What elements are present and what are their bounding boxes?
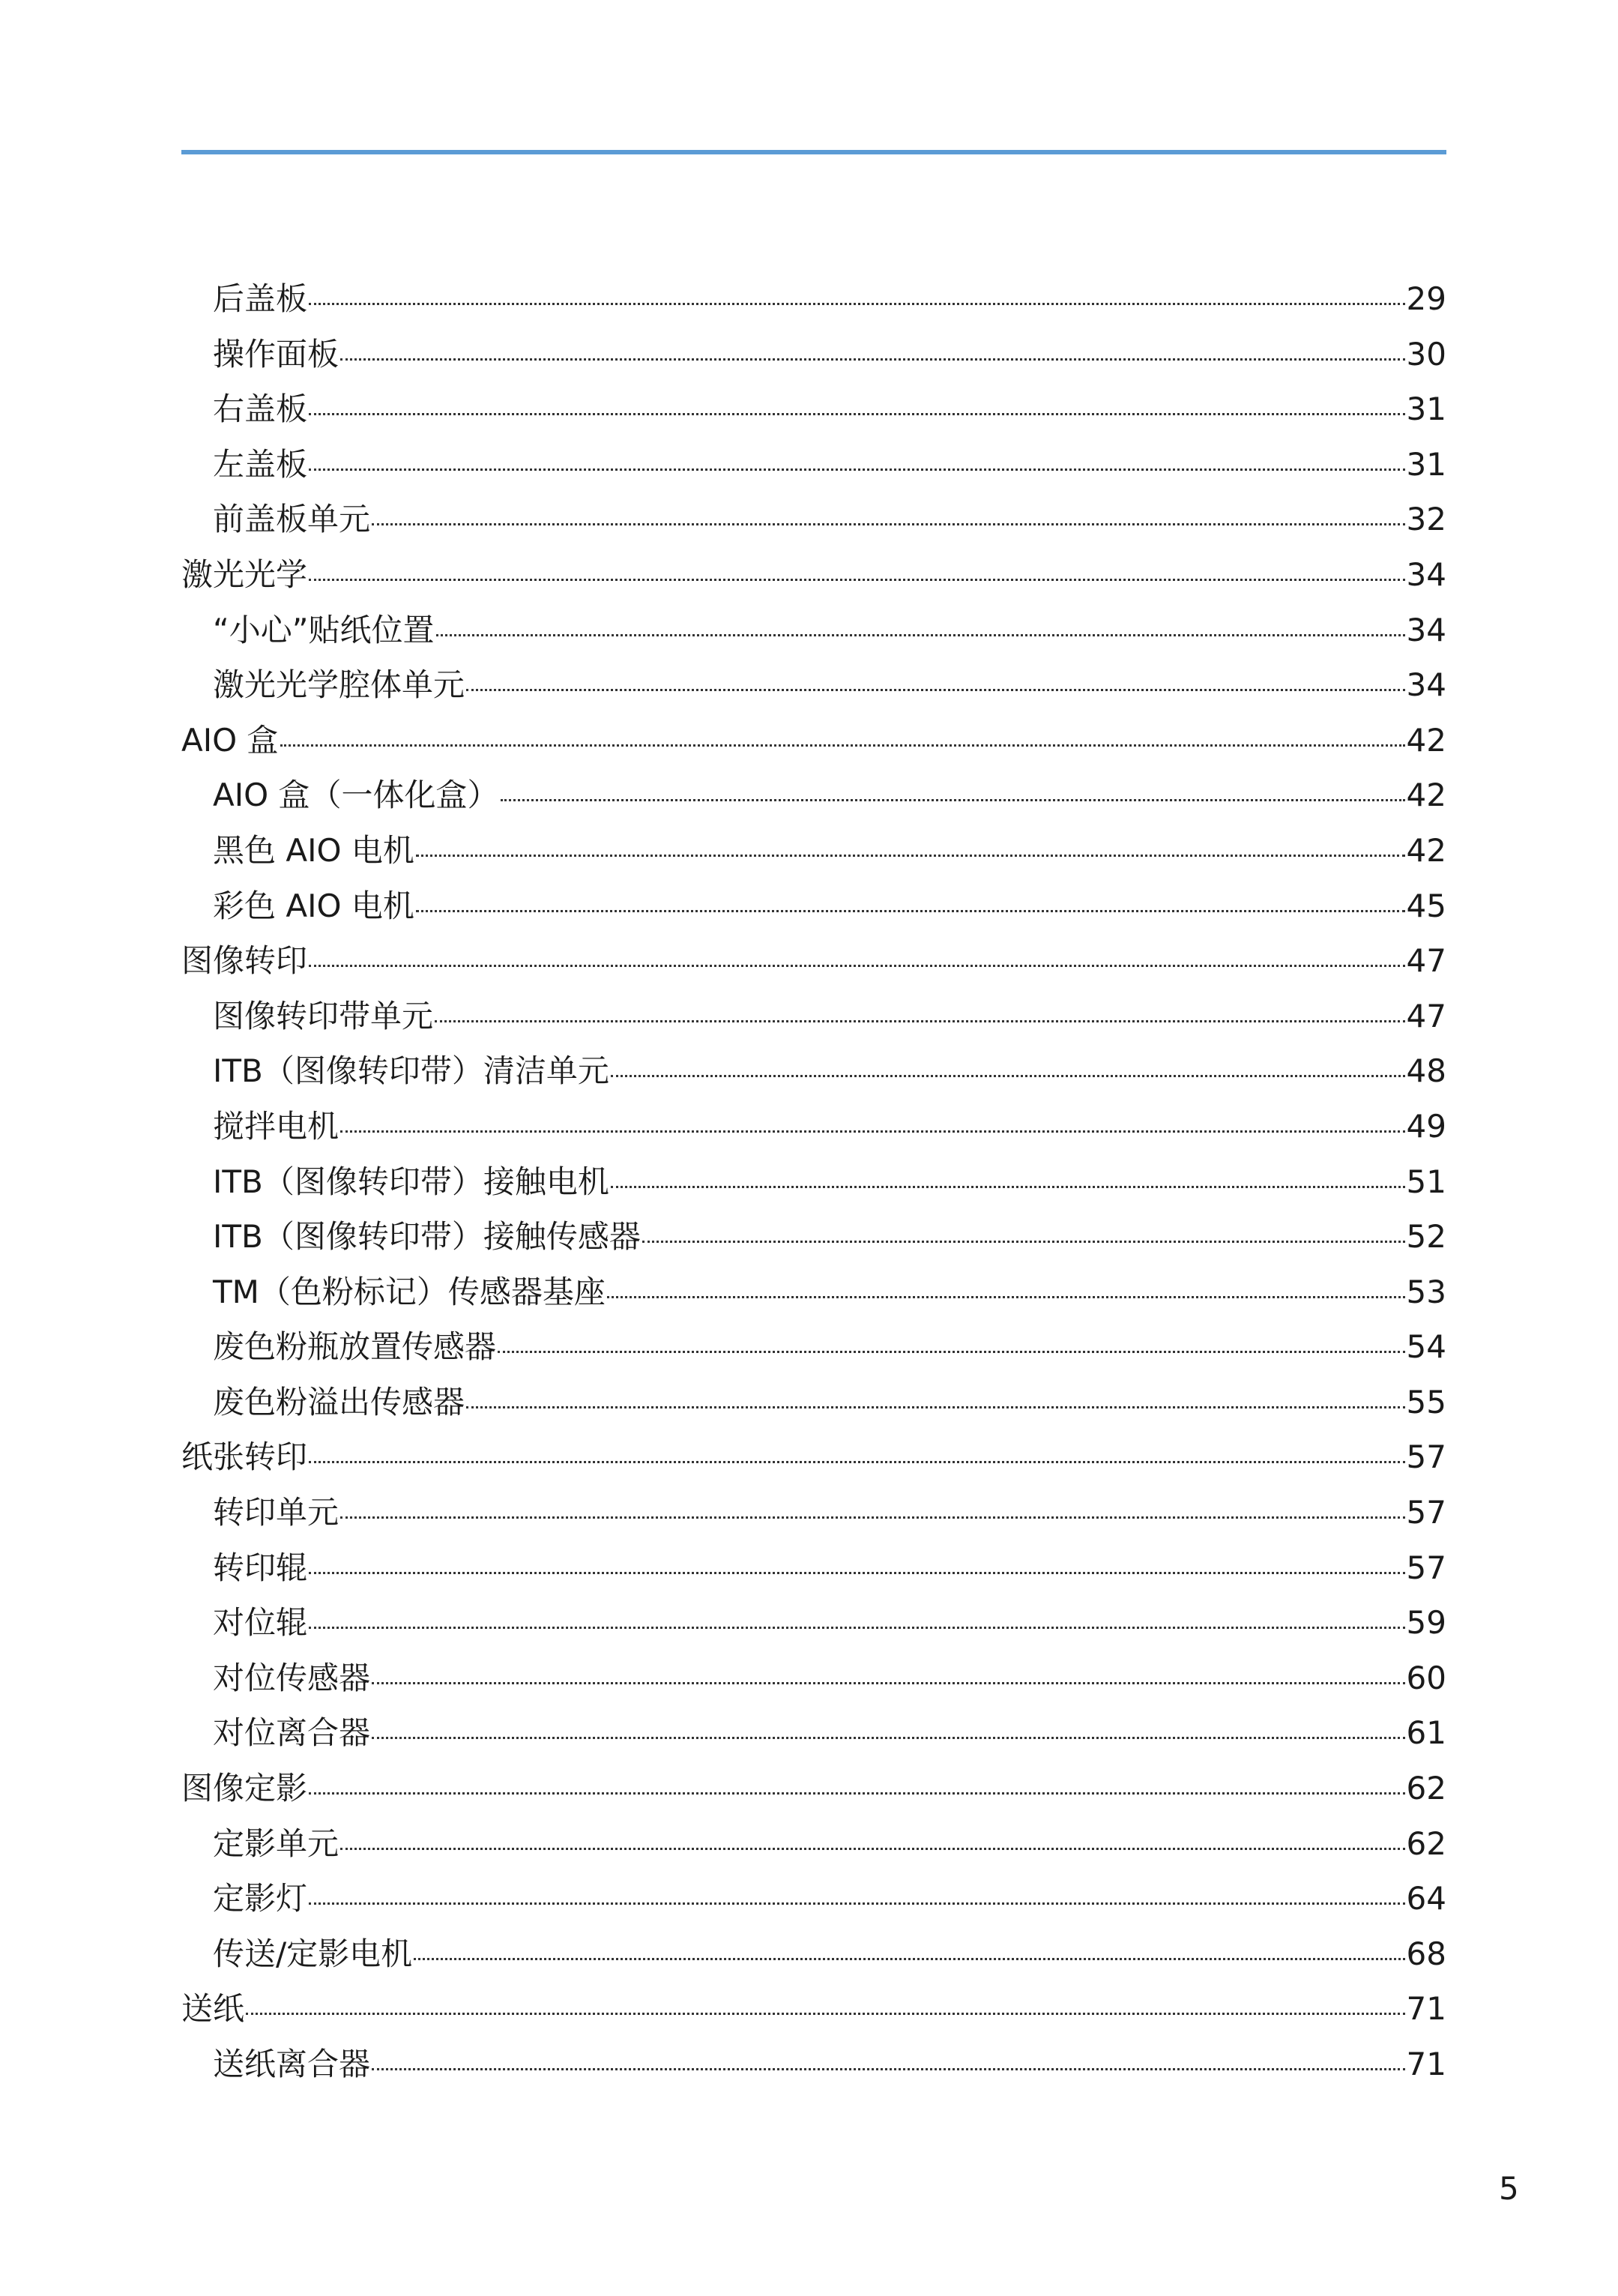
toc-dot-leader [607, 1296, 1405, 1298]
toc-entry-title: 转印单元 [213, 1494, 339, 1531]
toc-entry-title: 转印辊 [213, 1549, 308, 1586]
toc-entry-title: 图像定影 [181, 1770, 308, 1807]
toc-dot-leader [340, 1516, 1405, 1519]
toc-entry[interactable] [181, 1761, 1446, 1816]
toc-entry-page: 55 [1406, 1383, 1446, 1420]
toc-entry[interactable] [181, 1540, 1446, 1596]
toc-entry-title: ITB（图像转印带）接触电机 [213, 1163, 609, 1200]
toc-dot-leader [416, 855, 1405, 857]
toc-dot-leader [340, 1848, 1405, 1850]
toc-entry-title: 纸张转印 [181, 1438, 308, 1476]
toc-entry[interactable] [181, 657, 1446, 713]
toc-dot-leader [372, 1737, 1405, 1739]
toc-dot-leader [309, 303, 1405, 305]
toc-entry-title: 定影单元 [213, 1825, 339, 1862]
toc-entry[interactable] [181, 327, 1446, 382]
toc-entry-page: 45 [1406, 887, 1446, 924]
toc-entry-page: 68 [1406, 1935, 1446, 1972]
toc-entry-page: 61 [1406, 1714, 1446, 1752]
toc-entry-title: 对位传感器 [213, 1659, 371, 1696]
toc-dot-leader [611, 1075, 1405, 1077]
toc-entry-title: ITB（图像转印带）清洁单元 [213, 1052, 609, 1090]
toc-entry-page: 54 [1406, 1328, 1446, 1366]
toc-entry-page: 51 [1406, 1163, 1446, 1200]
toc-entry[interactable] [181, 768, 1446, 823]
toc-entry-page: 30 [1406, 335, 1446, 373]
toc-entry[interactable] [181, 1154, 1446, 1210]
toc-dot-leader [309, 1792, 1405, 1795]
toc-entry-page: 31 [1406, 391, 1446, 428]
toc-entry-title: 废色粉瓶放置传感器 [213, 1328, 497, 1366]
toc-entry-page: 34 [1406, 555, 1446, 593]
toc-entry-page: 42 [1406, 831, 1446, 869]
toc-dot-leader [309, 1902, 1405, 1905]
toc-entry-title: AIO 盒 [181, 721, 279, 759]
toc-entry-page: 47 [1406, 942, 1446, 980]
toc-entry-title: 黑色 AIO 电机 [213, 831, 414, 869]
header-rule [181, 150, 1446, 154]
toc-entry[interactable] [181, 2037, 1446, 2092]
toc-entry-page: 57 [1406, 1549, 1446, 1586]
toc-dot-leader [340, 358, 1405, 361]
toc-entry[interactable] [181, 823, 1446, 879]
toc-dot-leader [466, 1406, 1405, 1408]
toc-dot-leader [246, 2013, 1405, 2015]
toc-entry-page: 32 [1406, 501, 1446, 538]
toc-dot-leader [498, 1351, 1405, 1353]
toc-dot-leader [309, 965, 1405, 967]
page-number: 5 [1499, 2170, 1519, 2207]
toc-entry[interactable] [181, 713, 1446, 768]
toc-entry[interactable] [181, 1209, 1446, 1265]
toc-dot-leader [372, 1682, 1405, 1684]
toc-entry[interactable] [181, 1319, 1446, 1375]
toc-entry-title: 传送/定影电机 [213, 1935, 413, 1972]
toc-entry[interactable] [181, 1485, 1446, 1540]
toc-dot-leader [372, 2068, 1405, 2070]
toc-entry[interactable] [181, 271, 1446, 327]
toc-entry-title: AIO 盒（一体化盒） [213, 777, 499, 814]
toc-entry-page: 34 [1406, 666, 1446, 704]
toc-entry-title: 彩色 AIO 电机 [213, 887, 414, 924]
toc-entry-page: 48 [1406, 1052, 1446, 1090]
toc-dot-leader [501, 799, 1405, 801]
toc-entry[interactable] [181, 437, 1446, 492]
toc-entry-page: 60 [1406, 1659, 1446, 1696]
toc-entry-title: “小心”贴纸位置 [213, 611, 435, 648]
toc-entry[interactable] [181, 1705, 1446, 1761]
toc-entry[interactable] [181, 1265, 1446, 1320]
toc-entry-title: 对位离合器 [213, 1714, 371, 1752]
toc-entry-title: ITB（图像转印带）接触传感器 [213, 1218, 641, 1256]
toc-entry[interactable] [181, 989, 1446, 1044]
toc-dot-leader [280, 744, 1405, 747]
toc-entry[interactable] [181, 492, 1446, 547]
toc-entry-title: 前盖板单元 [213, 501, 371, 538]
toc-dot-leader [309, 468, 1405, 471]
toc-entry-page: 29 [1406, 280, 1446, 317]
toc-entry[interactable] [181, 1651, 1446, 1706]
toc-entry[interactable] [181, 933, 1446, 989]
toc-entry-title: 图像转印带单元 [213, 997, 434, 1034]
toc-dot-leader [416, 910, 1405, 912]
toc-dot-leader [466, 689, 1405, 691]
toc-entry[interactable] [181, 1429, 1446, 1485]
toc-entry-title: 定影灯 [213, 1880, 308, 1917]
toc-dot-leader [372, 523, 1405, 525]
toc-dot-leader [436, 634, 1405, 636]
toc-dot-leader [309, 1627, 1405, 1629]
toc-entry-title: 左盖板 [213, 445, 308, 483]
toc-dot-leader [309, 1572, 1405, 1574]
toc-entry-page: 62 [1406, 1770, 1446, 1807]
table-of-contents [181, 271, 1446, 2092]
toc-entry-title: 搅拌电机 [213, 1107, 339, 1145]
toc-entry[interactable] [181, 547, 1446, 603]
toc-entry[interactable] [181, 879, 1446, 934]
toc-entry[interactable] [181, 1926, 1446, 1982]
toc-entry-page: 62 [1406, 1825, 1446, 1862]
toc-entry-page: 71 [1406, 2046, 1446, 2082]
toc-entry-page: 49 [1406, 1107, 1446, 1145]
toc-entry-page: 57 [1406, 1494, 1446, 1531]
toc-entry-title: TM（色粉标记）传感器基座 [213, 1273, 606, 1310]
toc-entry-title: 操作面板 [213, 335, 339, 373]
toc-entry[interactable] [181, 1595, 1446, 1651]
toc-entry-page: 42 [1406, 777, 1446, 814]
toc-entry[interactable] [181, 1375, 1446, 1430]
toc-entry-page: 57 [1406, 1438, 1446, 1476]
toc-entry[interactable] [181, 1043, 1446, 1099]
toc-entry-title: 激光光学腔体单元 [213, 666, 465, 704]
toc-entry[interactable] [181, 1099, 1446, 1154]
toc-dot-leader [435, 1020, 1405, 1022]
toc-entry[interactable] [181, 603, 1446, 658]
toc-entry-page: 64 [1406, 1880, 1446, 1917]
toc-dot-leader [309, 413, 1405, 415]
toc-dot-leader [414, 1958, 1404, 1960]
toc-entry-title: 废色粉溢出传感器 [213, 1383, 465, 1420]
toc-entry-page: 71 [1406, 1990, 1446, 2028]
toc-entry-title: 对位辊 [213, 1604, 308, 1642]
toc-entry-page: 52 [1406, 1218, 1446, 1256]
toc-entry-title: 送纸离合器 [213, 2046, 371, 2082]
toc-entry-page: 34 [1406, 611, 1446, 648]
toc-entry-title: 图像转印 [181, 942, 308, 980]
toc-entry-page: 53 [1406, 1273, 1446, 1310]
toc-entry-page: 42 [1406, 721, 1446, 759]
toc-entry[interactable] [181, 1816, 1446, 1872]
toc-dot-leader [309, 1461, 1405, 1463]
toc-dot-leader [611, 1186, 1405, 1188]
toc-entry-title: 激光光学 [181, 555, 308, 593]
toc-entry-title: 后盖板 [213, 280, 308, 317]
toc-entry[interactable] [181, 1871, 1446, 1926]
toc-entry-title: 送纸 [181, 1990, 245, 2028]
toc-entry-page: 31 [1406, 445, 1446, 483]
toc-entry[interactable] [181, 382, 1446, 437]
toc-entry-page: 59 [1406, 1604, 1446, 1642]
toc-entry-title: 右盖板 [213, 391, 308, 428]
toc-dot-leader [340, 1130, 1405, 1133]
toc-entry[interactable] [181, 1981, 1446, 2037]
toc-entry-page: 47 [1406, 997, 1446, 1034]
toc-dot-leader [309, 579, 1405, 581]
toc-dot-leader [642, 1241, 1405, 1243]
